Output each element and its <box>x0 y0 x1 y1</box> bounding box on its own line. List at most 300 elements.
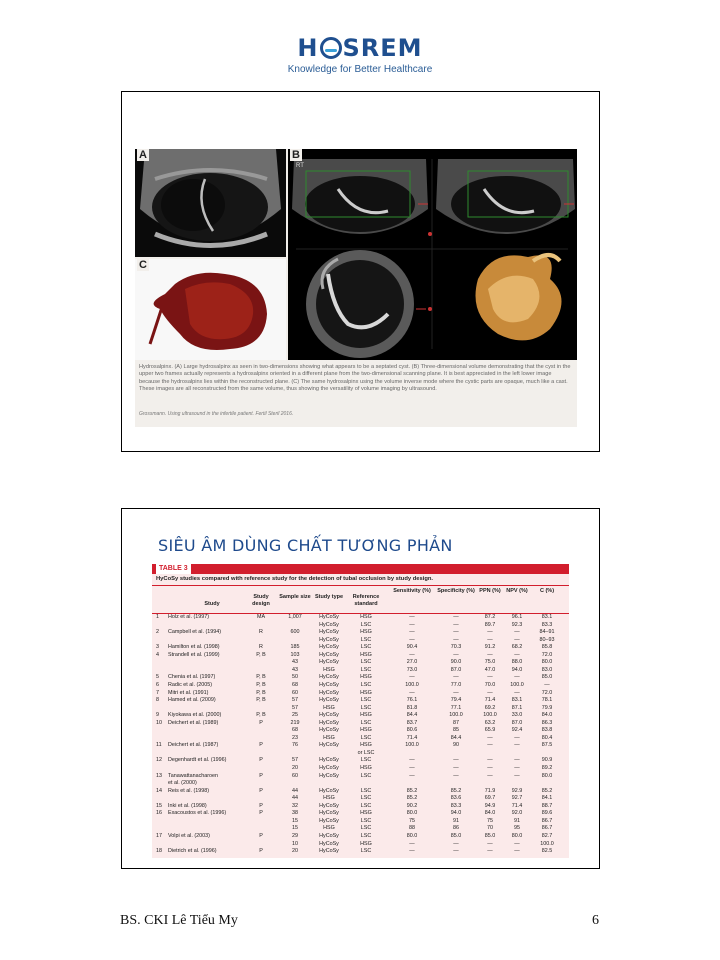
table-row <box>152 629 569 636</box>
table-cell: — <box>514 772 520 779</box>
logo-tagline: Knowledge for Better Healthcare <box>287 64 433 75</box>
table-cell: HSG <box>360 712 372 719</box>
rt-marker: RT <box>296 163 304 169</box>
table-cell: LSC <box>360 704 372 711</box>
table-cell: Strandell et al. (1999) <box>168 651 220 658</box>
table-cell: P, B <box>256 697 266 704</box>
ultrasound-panel-b <box>288 149 577 360</box>
table-row <box>152 667 569 674</box>
table-cell: 90.0 <box>450 659 462 666</box>
footer-author: BS. CKI Lê Tiểu My <box>120 913 238 928</box>
table-cell: — <box>453 689 459 696</box>
table-cell: — <box>409 621 415 628</box>
hosrem-logo <box>0 34 720 75</box>
table-cell: HyCoSy <box>319 681 339 688</box>
table-cell: P, B <box>256 651 266 658</box>
table-cell: 80.0 <box>406 810 418 817</box>
table-cell: — <box>453 621 459 628</box>
table-cell: HyCoSy <box>319 817 339 824</box>
table-cell: — <box>409 636 415 643</box>
table-cell: LSC <box>360 817 372 824</box>
table-cell: 68 <box>292 681 298 688</box>
table-cell: et al. (2000) <box>168 780 197 787</box>
table-cell: HSG <box>360 614 372 620</box>
table-cell: P <box>259 787 263 794</box>
table-cell: — <box>453 848 459 855</box>
table-cell: — <box>514 742 520 749</box>
table-cell: LSC <box>360 636 372 643</box>
col-header-c: C (%) <box>539 588 555 594</box>
table-cell: 29 <box>292 832 298 839</box>
table-cell: — <box>514 689 520 696</box>
table-cell: 70.0 <box>484 681 496 688</box>
table-row <box>152 795 569 802</box>
table-cell: 80.0 <box>541 772 553 779</box>
table-row <box>152 780 569 787</box>
table-cell: 92.4 <box>511 727 523 734</box>
panel-label-c: C <box>139 259 147 271</box>
table-cell: HyCoSy <box>319 719 339 726</box>
table-cell: — <box>487 757 493 764</box>
table-tag-bar <box>152 564 569 574</box>
table-cell: 10 <box>156 719 162 726</box>
table-cell: — <box>487 840 493 847</box>
table-cell: 11 <box>156 742 162 749</box>
col-header-reference: Reference standard <box>352 594 380 607</box>
table-cell: 87.0 <box>450 666 462 673</box>
table-cell: LSC <box>360 621 372 628</box>
table-cell: 88 <box>409 825 415 832</box>
table-cell: 92.9 <box>511 787 523 794</box>
table-cell: Holz et al. (1997) <box>168 614 210 620</box>
table-cell: Tanawattanacharoen <box>168 772 219 779</box>
table-cell: HSG <box>360 689 372 696</box>
table-cell: LSC <box>360 787 372 794</box>
table-row <box>152 848 569 855</box>
table-cell: HyCoSy <box>319 787 339 794</box>
table-cell: LSC <box>360 659 372 666</box>
table-cell: 47.0 <box>484 666 496 673</box>
table-cell: Exacoustos et al. (1996) <box>168 810 227 817</box>
ultrasound-image-a <box>135 149 286 257</box>
table-cell: — <box>453 636 459 643</box>
table-cell: HyCoSy <box>319 651 339 658</box>
table-cell: 83.7 <box>406 719 418 726</box>
table-cell: 13 <box>156 772 162 779</box>
table-cell: 43 <box>292 659 298 666</box>
table-cell: P <box>259 810 263 817</box>
table-cell: 1,007 <box>288 614 302 620</box>
table-cell: 100.0 <box>449 712 463 719</box>
table-cell: — <box>409 629 415 636</box>
table-cell: Radic et al. (2005) <box>168 681 213 688</box>
table-cell: P, B <box>256 674 266 681</box>
table-cell: 75 <box>487 817 493 824</box>
table-cell: — <box>487 629 493 636</box>
table-cell: LSC <box>360 832 372 839</box>
table-cell: HSG <box>360 742 372 749</box>
table-cell: HSG <box>323 795 335 802</box>
table-cell: 15 <box>156 802 162 809</box>
slide-contrast-ultrasound <box>121 508 600 869</box>
table-cell: R <box>259 629 263 636</box>
table-cell: LSC <box>360 802 372 809</box>
table-cell: 38 <box>292 810 298 817</box>
figure-citation: Grossmann. Using ultrasound in the infertile patient. Fertil Steril 2016. <box>139 411 294 417</box>
table-cell: 77.0 <box>450 681 462 688</box>
table-row <box>152 727 569 734</box>
table-cell: 89.6 <box>541 810 553 817</box>
table-cell: 60 <box>292 689 298 696</box>
table-cell: Deichert et al. (1987) <box>168 742 219 749</box>
table-cell: 85 <box>453 727 459 734</box>
panel-label-a: A <box>139 149 147 161</box>
table-cell: 91 <box>453 817 459 824</box>
table-cell: 44 <box>292 795 298 802</box>
table-cell: HyCoSy <box>319 636 339 643</box>
table-cell: 69.2 <box>484 704 496 711</box>
table-cell: 71.4 <box>406 734 418 741</box>
table-cell: Volpi et al. (2003) <box>168 832 210 839</box>
table-cell: P <box>259 719 263 726</box>
table-cell: P, B <box>256 712 266 719</box>
table-cell: 96.1 <box>511 614 523 620</box>
table-cell: 15 <box>292 825 298 832</box>
table-cell: — <box>409 840 415 847</box>
table-cell: HSG <box>323 666 335 673</box>
table-cell: 185 <box>290 644 300 651</box>
table-cell: — <box>514 636 520 643</box>
table-cell: — <box>409 848 415 855</box>
table-cell: 100.0 <box>405 742 419 749</box>
table-cell: — <box>409 689 415 696</box>
table-cell: 92.0 <box>511 810 523 817</box>
table-cell: 32 <box>292 802 298 809</box>
table-cell: 72.0 <box>541 651 553 658</box>
table-row <box>152 614 569 621</box>
table-cell: 82.5 <box>541 848 553 855</box>
col-header-design: Study design <box>252 594 270 607</box>
table-cell: 4 <box>156 651 159 658</box>
table-cell: 86 <box>453 825 459 832</box>
table-cell: LSC <box>360 795 372 802</box>
table-cell: 71.4 <box>511 802 523 809</box>
table-row <box>152 742 569 749</box>
table-cell: P <box>259 742 263 749</box>
table-cell: 84.0 <box>484 810 496 817</box>
table-cell: — <box>487 848 493 855</box>
table-cell: HyCoSy <box>319 659 339 666</box>
figure-caption: Hydrosalpinx. (A) Large hydrosalpinx as seen in two-dimensions showing what appears to be a septated cyst. (B) Three-dimensional volume demonstrating that the cyst in the upper two frames actually represents a hydrosalpinx oriented in a different plane from the two-dimensional scanning plane. It is best appreciated in the left lower image because the hydrosalpinx lies within the reconstructed plane. (C) The same hydrosalpinx using the volume inverse mode where the cystic parts are opaque, much like a cast. These images are all reconstructed from the same volume, thus showing the versatility of volume imaging by ultrasound. <box>139 364 571 392</box>
table-cell: P <box>259 757 263 764</box>
table-cell: Inki et al. (1998) <box>168 802 207 809</box>
slide-hydrosalpinx <box>121 91 600 452</box>
table-cell: 76.1 <box>406 697 418 704</box>
table-cell: 20 <box>292 848 298 855</box>
table-row <box>152 659 569 666</box>
table-cell: 83.3 <box>450 802 462 809</box>
table-header <box>152 585 569 614</box>
table-cell: LSC <box>360 772 372 779</box>
table-cell: 10 <box>292 840 298 847</box>
table-cell: 92.3 <box>511 621 523 628</box>
table-cell: 77.1 <box>450 704 462 711</box>
table-cell: HyCoSy <box>319 742 339 749</box>
table-cell: 5 <box>156 674 159 681</box>
table-cell: — <box>514 674 520 681</box>
table-cell: 14 <box>156 787 162 794</box>
table-cell: P, B <box>256 681 266 688</box>
table-cell: 84.1 <box>541 795 553 802</box>
table-cell: — <box>487 651 493 658</box>
table-cell: HyCoSy <box>319 621 339 628</box>
table-cell: P <box>259 772 263 779</box>
table-cell: 85.2 <box>406 787 418 794</box>
table-cell: 87.0 <box>511 719 523 726</box>
page-number: 6 <box>592 913 599 928</box>
ultrasound-image-c <box>135 259 286 360</box>
table-cell: HyCoSy <box>319 765 339 771</box>
logo-globe-icon <box>320 37 342 59</box>
table-cell: HyCoSy <box>319 727 339 734</box>
table-row <box>152 697 569 704</box>
table-cell: 18 <box>156 848 162 855</box>
table-cell: LSC <box>360 719 372 726</box>
table-cell: — <box>487 689 493 696</box>
table-cell: 23 <box>292 734 298 741</box>
table-cell: 65.9 <box>484 727 496 734</box>
table-cell: 83.6 <box>450 795 462 802</box>
table-row <box>152 765 569 772</box>
table-cell: HSG <box>360 651 372 658</box>
table-cell: 90 <box>453 742 459 749</box>
table-cell: HyCoSy <box>319 674 339 681</box>
table-cell: HyCoSy <box>319 614 339 620</box>
table-cell: 71.4 <box>484 697 496 704</box>
table-cell: HyCoSy <box>319 810 339 817</box>
table-cell: 71.9 <box>484 787 496 794</box>
table-cell: HyCoSy <box>319 757 339 764</box>
table-cell: 68.2 <box>511 644 523 651</box>
table-cell: — <box>487 636 493 643</box>
col-header-specificity: Specificity (%) <box>437 588 475 594</box>
table-cell: 33.0 <box>511 712 523 719</box>
table-cell: 78.1 <box>541 697 553 704</box>
table-cell: 94.9 <box>484 802 496 809</box>
table-cell: — <box>453 757 459 764</box>
table-cell: HSG <box>360 629 372 636</box>
table-cell: 100.0 <box>483 712 497 719</box>
table-cell: 85.0 <box>541 674 553 681</box>
table-cell: 6 <box>156 681 159 688</box>
table-cell: Degenhardt et al. (1996) <box>168 757 227 764</box>
table-cell: 89.2 <box>541 765 553 771</box>
table-cell: 86.3 <box>541 719 553 726</box>
table-cell: Reis et al. (1998) <box>168 787 210 794</box>
table-cell: P <box>259 802 263 809</box>
table-cell: 87 <box>453 719 459 726</box>
table-cell: 68 <box>292 727 298 734</box>
table-cell: 72.0 <box>541 689 553 696</box>
table-cell: 84.4 <box>450 734 462 741</box>
table-cell: 94.0 <box>511 666 523 673</box>
table-cell: 16 <box>156 810 162 817</box>
table-cell: 79.4 <box>450 697 462 704</box>
table-cell: LSC <box>360 848 372 855</box>
table-cell: 100.0 <box>540 840 554 847</box>
table-cell: 76 <box>292 742 298 749</box>
table-cell: 75.0 <box>484 659 496 666</box>
col-header-study: Study <box>204 601 220 607</box>
table-cell: — <box>409 757 415 764</box>
table-cell: 83.1 <box>541 614 553 620</box>
table-caption: HyCoSy studies compared with reference study for the detection of tubal occlusion by study design. <box>156 576 434 582</box>
table-cell: — <box>514 651 520 658</box>
table-row <box>152 810 569 817</box>
table-cell: 91 <box>514 817 520 824</box>
table-cell: — <box>514 734 520 741</box>
table-cell: LSC <box>360 666 372 673</box>
table-cell: 90.2 <box>406 802 418 809</box>
table-cell: 80.0 <box>541 659 553 666</box>
table-cell: Campbell et al. (1994) <box>168 629 222 636</box>
table-cell: 60 <box>292 772 298 779</box>
table-row <box>152 773 569 780</box>
table-tag: TABLE 3 <box>156 564 191 574</box>
table-row <box>152 720 569 727</box>
table-cell: 86.7 <box>541 825 553 832</box>
table-cell: Dietrich et al. (1996) <box>168 848 217 855</box>
table-cell: — <box>409 674 415 681</box>
table-cell: 44 <box>292 787 298 794</box>
table-cell: HyCoSy <box>319 712 339 719</box>
table-cell: Mitri et al. (1991) <box>168 689 209 696</box>
table-cell: — <box>409 614 415 620</box>
table-cell: LSC <box>360 757 372 764</box>
table-cell: HSG <box>323 704 335 711</box>
table-cell: LSC <box>360 697 372 704</box>
table-cell: R <box>259 644 263 651</box>
table-row <box>152 674 569 681</box>
table-cell: HyCoSy <box>319 802 339 809</box>
ultrasound-figure <box>135 149 577 427</box>
table-cell: 80–93 <box>539 636 555 643</box>
table-cell: 80.6 <box>406 727 418 734</box>
col-header-ppn: PPN (%) <box>479 588 501 594</box>
table-cell: 9 <box>156 712 159 719</box>
table-cell: 27.0 <box>406 659 418 666</box>
table-cell: — <box>514 765 520 771</box>
table-row <box>152 757 569 764</box>
table-cell: 89.7 <box>484 621 496 628</box>
table-cell: MA <box>256 614 266 620</box>
table-cell: 80.0 <box>511 832 523 839</box>
table-cell: HSG <box>360 727 372 734</box>
table-cell: HyCoSy <box>319 772 339 779</box>
table-cell: 69.7 <box>484 795 496 802</box>
table-cell: HyCoSy <box>319 689 339 696</box>
table-cell: HyCoSy <box>319 832 339 839</box>
logo-wordmark <box>297 34 422 62</box>
table-cell: — <box>514 629 520 636</box>
table-cell: LSC <box>360 644 372 651</box>
table-cell: HSG <box>323 825 335 832</box>
table-cell: or LSC <box>357 749 375 756</box>
table-cell: 82.7 <box>541 832 553 839</box>
slide-title: SIÊU ÂM DÙNG CHẤT TƯƠNG PHẢN <box>158 536 453 555</box>
table-cell: 87.1 <box>511 704 523 711</box>
table-cell: 85.0 <box>484 832 496 839</box>
col-header-type: Study type <box>314 594 344 600</box>
table-cell: Hamilton et al. (1998) <box>168 644 220 651</box>
table-cell: 70 <box>487 825 493 832</box>
table-cell: 17 <box>156 832 162 839</box>
table-cell: 7 <box>156 689 159 696</box>
table-cell: — <box>409 651 415 658</box>
table-cell: 70.3 <box>450 644 462 651</box>
table-cell: 83.0 <box>541 666 553 673</box>
table-cell: HSG <box>360 674 372 681</box>
table-cell: — <box>514 757 520 764</box>
table-cell: 100.0 <box>510 681 524 688</box>
table-cell: 8 <box>156 697 159 704</box>
table-cell: 85.2 <box>450 787 462 794</box>
table-cell: 80.0 <box>406 832 418 839</box>
table-row <box>152 750 569 757</box>
table-cell: 12 <box>156 757 162 764</box>
table-cell: HSG <box>360 765 372 771</box>
table-cell: 84.0 <box>541 712 553 719</box>
col-header-sensitivity: Sensitivity (%) <box>393 588 431 594</box>
table-cell: 94.0 <box>450 810 462 817</box>
table-cell: 87.5 <box>541 742 553 749</box>
table-row <box>152 682 569 689</box>
table-row <box>152 637 569 644</box>
table-row <box>152 705 569 712</box>
table-cell: 63.2 <box>484 719 496 726</box>
table-cell: — <box>514 848 520 855</box>
table-cell: HyCoSy <box>319 840 339 847</box>
table-cell: 84–91 <box>539 629 555 636</box>
table-cell: 83.1 <box>511 697 523 704</box>
panel-label-b: B <box>292 149 300 161</box>
table-cell: 85.8 <box>541 644 553 651</box>
table-cell: 85.2 <box>406 795 418 802</box>
table-cell: — <box>453 674 459 681</box>
table-cell: 219 <box>290 719 300 726</box>
table-cell: P, B <box>256 689 266 696</box>
table-cell: 57 <box>292 704 298 711</box>
table-cell: 88.7 <box>541 802 553 809</box>
table-cell: — <box>453 772 459 779</box>
table-cell: 3 <box>156 644 159 651</box>
table-row <box>152 735 569 742</box>
table-cell: Hamed et al. (2009) <box>168 697 216 704</box>
table-cell: 85.0 <box>450 832 462 839</box>
table-row <box>152 803 569 810</box>
table-cell: 90.9 <box>541 757 553 764</box>
table-cell: 92.7 <box>511 795 523 802</box>
table-cell: — <box>544 681 550 688</box>
table-cell: 85.2 <box>541 787 553 794</box>
table-cell: 600 <box>290 629 300 636</box>
table-cell: — <box>409 772 415 779</box>
table-cell: Kiyokawa et al. (2000) <box>168 712 222 719</box>
table-cell: 43 <box>292 666 298 673</box>
hycosy-table <box>152 564 569 858</box>
logo-letter-h: H <box>297 34 319 62</box>
table-cell: — <box>487 742 493 749</box>
